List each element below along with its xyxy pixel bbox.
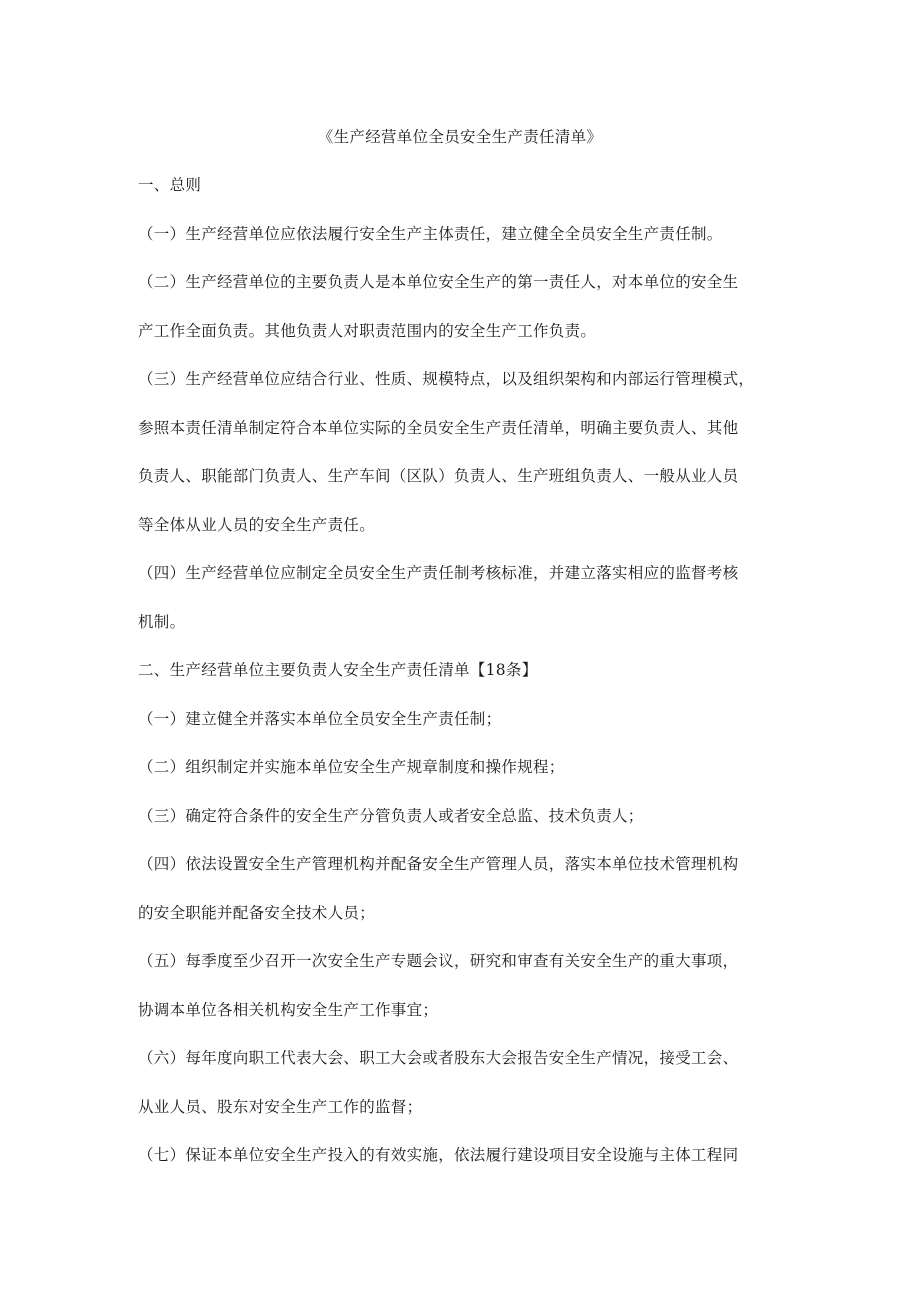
paragraph-line: （三）生产经营单位应结合行业、性质、规模特点，以及组织架构和内部运行管理模式，	[138, 370, 755, 388]
paragraph-line: 产工作全面负责。其他负责人对职责范围内的安全生产工作负责。	[138, 321, 597, 340]
paragraph-line: 从业人员、股东对安全生产工作的监督；	[138, 1097, 423, 1116]
document-body	[138, 175, 798, 1194]
paragraph-line: 机制。	[138, 612, 186, 631]
section-heading-main-responsible: 二、生产经营单位主要负责人安全生产责任清单【18条】	[138, 661, 538, 679]
paragraph-line: （五）每季度至少召开一次安全生产专题会议，研究和审查有关安全生产的重大事项，	[138, 952, 739, 970]
paragraph-line: 参照本责任清单制定符合本单位实际的全员安全生产责任清单，明确主要负责人、其他	[138, 418, 739, 437]
document-title: 《生产经营单位全员安全生产责任清单》	[317, 128, 603, 146]
paragraph-line: 的安全职能并配备安全技术人员；	[138, 903, 376, 922]
paragraph-line: （二）生产经营单位的主要负责人是本单位安全生产的第一责任人，对本单位的安全生	[138, 273, 739, 291]
paragraph-line: （一）建立健全并落实本单位全员安全生产责任制；	[138, 709, 502, 728]
paragraph-line: （三）确定符合条件的安全生产分管负责人或者安全总监、技术负责人；	[138, 806, 644, 825]
paragraph-line: （四）生产经营单位应制定全员安全生产责任制考核标准，并建立落实相应的监督考核	[138, 564, 739, 582]
paragraph-line: （七）保证本单位安全生产投入的有效实施，依法履行建设项目安全设施与主体工程同	[138, 1146, 739, 1164]
paragraph-line: 协调本单位各相关机构安全生产工作事宜；	[138, 1000, 439, 1019]
paragraph-line: （四）依法设置安全生产管理机构并配备安全生产管理人员，落实本单位技术管理机构	[138, 855, 739, 873]
paragraph-line: 等全体从业人员的安全生产责任。	[138, 515, 376, 534]
section-heading-general: 一、总则	[138, 176, 202, 194]
paragraph-line: 负责人、职能部门负责人、生产车间（区队）负责人、生产班组负责人、一般从业人员	[138, 467, 739, 485]
paragraph-line: （二）组织制定并实施本单位安全生产规章制度和操作规程；	[138, 758, 565, 776]
paragraph-line: （一）生产经营单位应依法履行安全生产主体责任，建立健全全员安全生产责任制。	[138, 224, 723, 243]
paragraph-line: （六）每年度向职工代表大会、职工大会或者股东大会报告安全生产情况，接受工会、	[138, 1049, 739, 1067]
